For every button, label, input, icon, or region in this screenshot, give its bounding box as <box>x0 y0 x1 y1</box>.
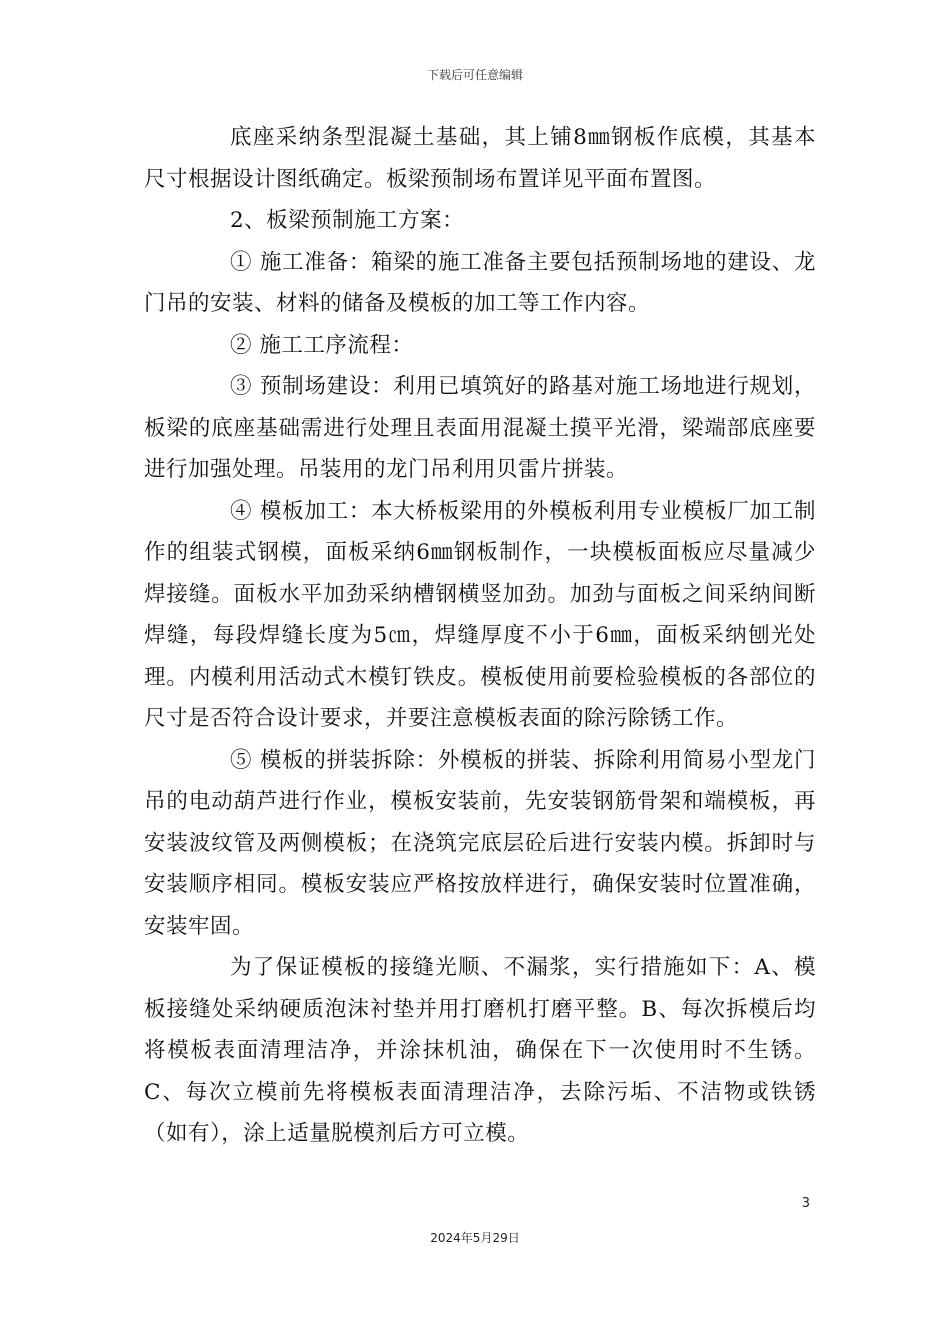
paragraph-process-flow: ② 施工工序流程： <box>230 332 414 358</box>
document-body <box>144 117 816 1155</box>
page-number: 3 <box>801 1196 810 1211</box>
paragraph-formwork-fabrication: ④ 模板加工：本大桥板梁用的外模板利用专业模板厂加工制作的组装式钢模，面板采纳6㎜钢板制作，一块模板面板应尽量减少焊接缝。面板水平加劲采纳槽钢横竖加劲。加劲与面板之间采纳间断焊缝，每段焊缝长度为5㎝，焊缝厚度不小于6㎜，面板采纳刨光处理。内模利用活动式木模钉铁皮。模板使用前要检验模板的各部位的尺寸是否符合设计要求，并要注意模板表面的除污除锈工作。 <box>144 498 816 731</box>
paragraph-section-2-title: 2、板梁预制施工方案： <box>230 208 465 233</box>
paragraph-formwork-assembly: ⑤ 模板的拼装拆除：外模板的拼装、拆除利用简易小型龙门吊的电动葫芦进行作业，模板安装前，先安装钢筋骨架和端模板，再安装波纹管及两侧模板；在浇筑完底层砼后进行安装内模。拆卸时与安装顺序相同。模板安装应严格按放样进行，确保安装时位置准确，安装牢固。 <box>144 747 816 939</box>
paragraph-construction-prep: ① 施工准备：箱梁的施工准备主要包括预制场地的建设、龙门吊的安装、材料的储备及模板的加工等工作内容。 <box>144 249 816 316</box>
paragraph-yard-construction: ③ 预制场建设：利用已填筑好的路基对施工场地进行规划，板梁的底座基础需进行处理且表面用混凝土摸平光滑，梁端部底座要进行加强处理。吊装用的龙门吊利用贝雷片拼装。 <box>144 374 816 482</box>
footer-date: 2024年5月29日 <box>430 1231 520 1245</box>
paragraph-seam-measures: 为了保证模板的接缝光顺、不漏浆，实行措施如下：A、模板接缝处采纳硬质泡沫衬垫并用打磨机打磨平整。B、每次拆模后均将模板表面清理洁净，并涂抹机油，确保在下一次使用时不生锈。C、每次立模前先将模板表面清理洁净，去除污垢、不洁物或铁锈（如有），涂上适量脱模剂后方可立模。 <box>144 955 816 1146</box>
page-header: 下载后可任意编辑 <box>426 68 523 82</box>
paragraph-base-foundation: 底座采纳条型混凝土基础，其上铺8㎜钢板作底模，其基本尺寸根据设计图纸确定。板梁预制场布置详见平面布置图。 <box>144 125 816 192</box>
